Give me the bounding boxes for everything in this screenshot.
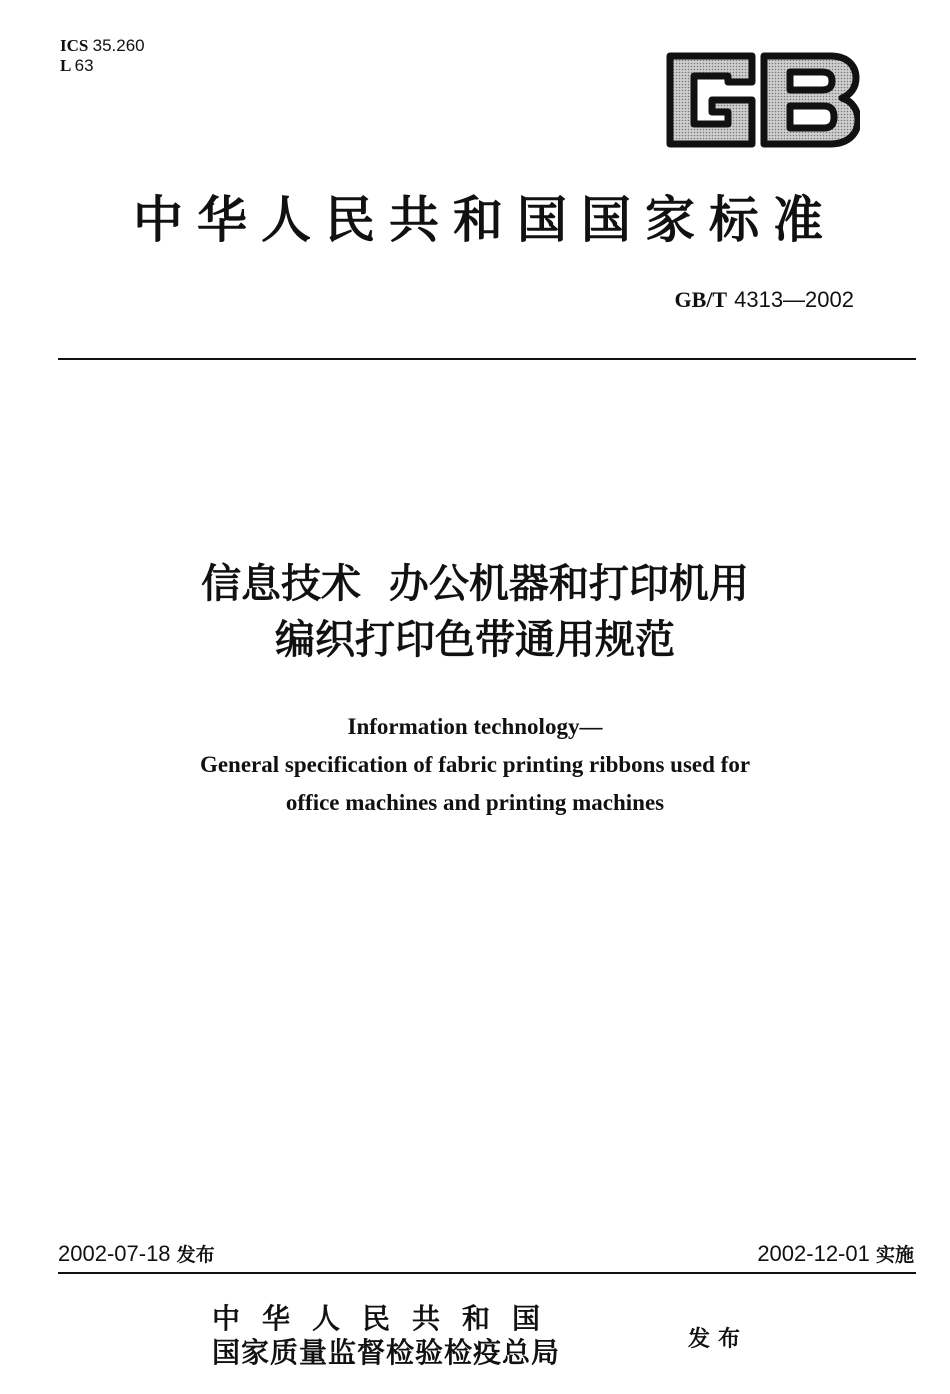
english-title bbox=[0, 708, 950, 822]
chinese-title bbox=[0, 556, 950, 668]
ics-value: 35.260 bbox=[92, 36, 145, 55]
implementation-date bbox=[757, 1240, 914, 1267]
issue-label: 发布 bbox=[176, 1244, 215, 1266]
chinese-title-line2: 编织打印色带通用规范 bbox=[275, 617, 675, 663]
standard-number bbox=[675, 287, 854, 313]
top-divider bbox=[58, 358, 916, 360]
standard-number-value: 4313—2002 bbox=[734, 287, 854, 312]
issue-date bbox=[58, 1240, 215, 1267]
issuer-line1: 中华人民共和国 bbox=[212, 1302, 563, 1335]
classification-codes bbox=[60, 36, 145, 76]
implementation-date-value: 2002-12-01 bbox=[757, 1241, 870, 1266]
issue-date-value: 2002-07-18 bbox=[58, 1241, 171, 1266]
logo-text: GB bbox=[660, 50, 662, 51]
bottom-divider bbox=[58, 1272, 916, 1274]
ccs-code bbox=[60, 56, 145, 76]
ics-code bbox=[60, 36, 145, 56]
issuing-authority bbox=[212, 1302, 562, 1370]
chinese-title-line1: 信息技术 办公机器和打印机用 bbox=[201, 561, 749, 607]
english-title-line1: Information technology— bbox=[347, 714, 603, 739]
standard-prefix: GB/T bbox=[674, 287, 728, 312]
issuer-line2: 国家质量监督检验检疫总局 bbox=[212, 1336, 561, 1369]
gb-logo bbox=[660, 50, 860, 150]
publish-label: 发布 bbox=[688, 1326, 749, 1352]
english-title-line3: office machines and printing machines bbox=[285, 790, 665, 815]
ccs-value: 63 bbox=[74, 56, 94, 75]
ccs-label: L bbox=[60, 56, 71, 75]
ics-label: ICS bbox=[60, 36, 89, 55]
implementation-label: 实施 bbox=[875, 1244, 914, 1266]
national-standard-title: 中华人民共和国国家标准 bbox=[133, 190, 837, 249]
english-title-line2: General specification of fabric printing ribbons used for bbox=[199, 752, 751, 777]
